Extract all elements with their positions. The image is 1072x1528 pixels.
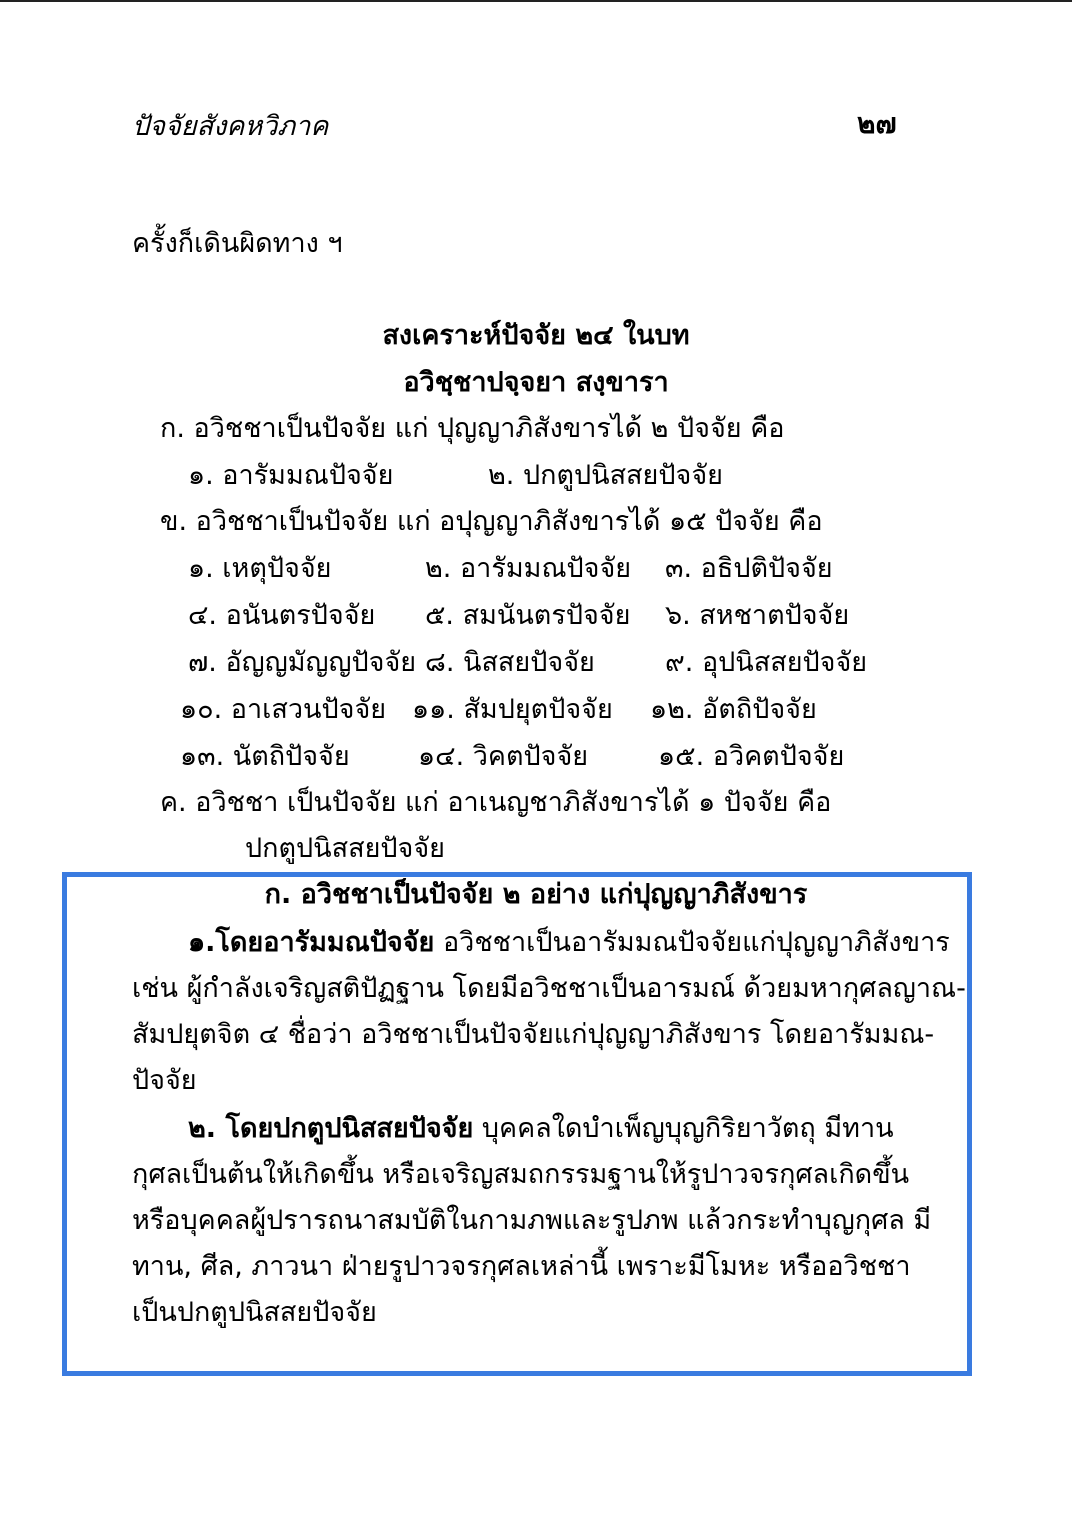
paragraph-line: กุศลเป็นต้นให้เกิดขึ้น หรือเจริญสมถกรรมฐานให้รูปาวจรกุศลเกิดขึ้น bbox=[132, 1159, 910, 1190]
page-top-border bbox=[0, 0, 1072, 2]
kha-row bbox=[0, 692, 1072, 728]
list-item: ๗. อัญญมัญญปัจจัย bbox=[188, 647, 417, 678]
page-number: ๒๗ bbox=[857, 107, 897, 140]
list-item: ๒. ปกตูปนิสสยปัจจัย bbox=[488, 460, 723, 491]
list-item: ๑๔. วิคตปัจจัย bbox=[418, 741, 589, 772]
list-item: ๙. อุปนิสสยปัจจัย bbox=[665, 647, 868, 678]
kha-heading: ข. อวิชชาเป็นปัจจัย แก่ อปุญญาภิสังขารได้ ๑๕ ปัจจัย คือ bbox=[160, 506, 823, 537]
box-paragraph-1 bbox=[132, 920, 966, 1104]
list-item: ๑๐. อาเสวนปัจจัย bbox=[180, 694, 387, 725]
intro-line: ครั้งก็เดินผิดทาง ฯ bbox=[132, 228, 343, 259]
kho-heading: ค. อวิชชา เป็นปัจจัย แก่ อาเนญชาภิสังขารได้ ๑ ปัจจัย คือ bbox=[160, 787, 832, 818]
list-item: ๔. อนันตรปัจจัย bbox=[188, 600, 376, 631]
list-item: ๑. อารัมมณปัจจัย bbox=[188, 460, 394, 491]
list-item: ๑๓. นัตถิปัจจัย bbox=[180, 741, 350, 772]
list-item: ๑๑. สัมปยุตปัจจัย bbox=[412, 694, 613, 725]
paragraph-line: หรือบุคคลผู้ปรารถนาสมบัติในกามภพและรูปภพ แล้วกระทำบุญกุศล มี bbox=[132, 1205, 932, 1236]
paragraph-lead: ๑.โดยอารัมมณปัจจัย bbox=[188, 927, 435, 958]
paragraph-lead: ๒. โดยปกตูปนิสสยปัจจัย bbox=[188, 1113, 474, 1144]
kha-row bbox=[0, 739, 1072, 775]
list-item: ๕. สมนันตรปัจจัย bbox=[425, 600, 631, 631]
kha-row bbox=[0, 645, 1072, 681]
paragraph-line: ปัจจัย bbox=[132, 1065, 197, 1096]
paragraph-line: ๑.โดยอารัมมณปัจจัย อวิชชาเป็นอารัมมณปัจจัยแก่ปุญญาภิสังขาร bbox=[188, 927, 950, 958]
box-paragraph-2 bbox=[132, 1106, 932, 1336]
list-item: ๑๕. อวิคตปัจจัย bbox=[658, 741, 845, 772]
kha-row bbox=[0, 551, 1072, 587]
list-item: ๘. นิสสยปัจจัย bbox=[425, 647, 595, 678]
ka-items-row bbox=[0, 458, 1072, 494]
running-head: ปัจจัยสังคหวิภาค bbox=[132, 111, 329, 142]
paragraph-line: ๒. โดยปกตูปนิสสยปัจจัย บุคคลใดบำเพ็ญบุญกิริยาวัตถุ มีทาน bbox=[188, 1113, 894, 1144]
list-item: ๖. สหชาตปัจจัย bbox=[665, 600, 850, 631]
section-title-2: อวิชฺชาปจฺจยา สงฺขารา bbox=[403, 367, 669, 398]
paragraph-line: เช่น ผู้กำลังเจริญสติปัฏฐาน โดยมีอวิชชาเป็นอารมณ์ ด้วยมหากุศลญาณ- bbox=[132, 973, 966, 1004]
list-item: ๓. อธิปติปัจจัย bbox=[665, 553, 833, 584]
box-title: ก. อวิชชาเป็นปัจจัย ๒ อย่าง แก่ปุญญาภิสังขาร bbox=[264, 879, 808, 910]
kho-item: ปกตูปนิสสยปัจจัย bbox=[245, 833, 445, 864]
paragraph-line: ทาน, ศีล, ภาวนา ฝ่ายรูปาวจรกุศลเหล่านี้ เพราะมีโมหะ หรืออวิชชา bbox=[132, 1251, 911, 1282]
list-item: ๑๒. อัตถิปัจจัย bbox=[650, 694, 817, 725]
ka-heading: ก. อวิชชาเป็นปัจจัย แก่ ปุญญาภิสังขารได้ ๒ ปัจจัย คือ bbox=[160, 413, 785, 444]
list-item: ๒. อารัมมณปัจจัย bbox=[425, 553, 632, 584]
paragraph-line: เป็นปกตูปนิสสยปัจจัย bbox=[132, 1297, 377, 1328]
list-item: ๑. เหตุปัจจัย bbox=[188, 553, 332, 584]
kha-row bbox=[0, 598, 1072, 634]
section-title-1: สงเคราะห์ปัจจัย ๒๔ ในบท bbox=[382, 320, 690, 351]
paragraph-line: สัมปยุตจิต ๔ ชื่อว่า อวิชชาเป็นปัจจัยแก่ปุญญาภิสังขาร โดยอารัมมณ- bbox=[132, 1019, 935, 1050]
